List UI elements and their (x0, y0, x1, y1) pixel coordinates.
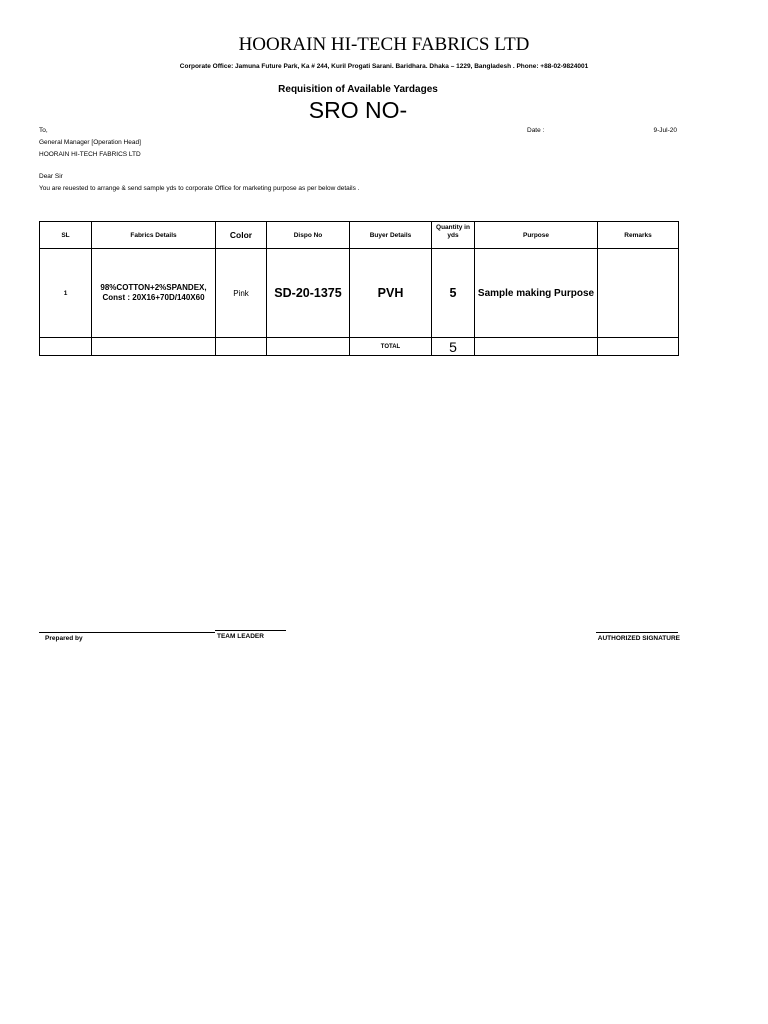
salutation: Dear Sir (39, 173, 63, 180)
cell-dispo-no: SD-20-1375 (267, 249, 350, 338)
header-purpose: Purpose (475, 222, 598, 249)
total-empty-sl (40, 338, 92, 356)
header-fabrics-details: Fabrics Details (92, 222, 216, 249)
requisition-table (39, 221, 679, 356)
to-label: To, (39, 127, 48, 134)
total-value: 5 (432, 338, 475, 356)
header-quantity (432, 222, 475, 249)
cell-buyer: PVH (350, 249, 432, 338)
cell-sl: 1 (40, 249, 92, 338)
total-label: TOTAL (350, 338, 432, 356)
prepared-by-line (39, 632, 215, 633)
header-color: Color (216, 222, 267, 249)
total-empty-color (216, 338, 267, 356)
corporate-address: Corporate Office: Jamuna Future Park, Ka # 244, Kuril Progati Sarani. Baridhara. Dhaka – 1229, Bangladesh . Phone: +88-02-9824001 (179, 63, 589, 70)
total-empty-fabric (92, 338, 216, 356)
header-remarks: Remarks (598, 222, 679, 249)
header-sl: SL (40, 222, 92, 249)
authorized-signature-line (596, 632, 678, 633)
recipient-company: HOORAIN HI-TECH FABRICS LTD (39, 151, 141, 158)
date-value: 9-Jul-20 (653, 127, 677, 134)
cell-quantity: 5 (432, 249, 475, 338)
cell-fabric-details (92, 249, 216, 338)
table-row (40, 249, 679, 338)
total-empty-remarks (598, 338, 679, 356)
authorized-signature-label: AUTHORIZED SIGNATURE (597, 635, 680, 642)
header-quantity-line1: Quantity in (436, 224, 470, 231)
letter-body: You are reuested to arrange & send sample yds to corporate Office for marketing purpose as per below details . (39, 185, 360, 192)
fabric-composition: 98%COTTON+2%SPANDEX, (100, 283, 207, 292)
fabric-construction: Const : 20X16+70D/140X60 (102, 293, 205, 302)
total-empty-purpose (475, 338, 598, 356)
document-title: Requisition of Available Yardages (278, 84, 438, 95)
total-row (40, 338, 679, 356)
cell-purpose: Sample making Purpose (475, 249, 598, 338)
header-dispo-no: Dispo No (267, 222, 350, 249)
cell-color: Pink (216, 249, 267, 338)
company-name: HOORAIN HI-TECH FABRICS LTD (238, 34, 530, 55)
date-label: Date : (527, 127, 545, 134)
team-leader-line (215, 630, 286, 631)
team-leader-label: TEAM LEADER (217, 633, 264, 640)
table-header-row (40, 222, 679, 249)
total-empty-dispo (267, 338, 350, 356)
recipient-title: General Manager [Operation Head] (39, 139, 141, 146)
sro-number: SRO NO- (308, 97, 408, 123)
header-buyer-details: Buyer Details (350, 222, 432, 249)
header-quantity-line2: yds (447, 232, 459, 239)
prepared-by-label: Prepared by (45, 635, 83, 642)
cell-remarks (598, 249, 679, 338)
